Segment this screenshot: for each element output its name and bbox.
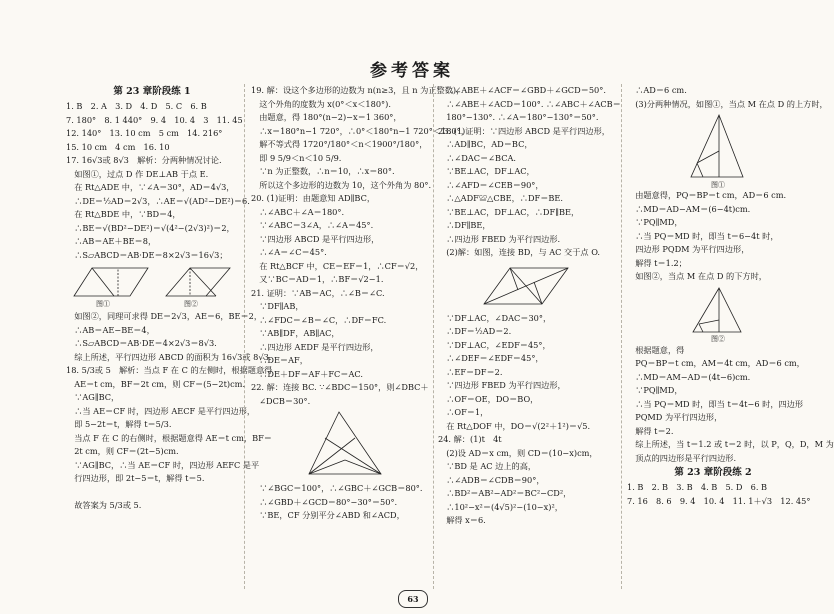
- answer-line: ∴∠DEF＝∠EDF＝45°，: [438, 353, 544, 363]
- answer-line: 180°−130°. ∴∠A＝180°−130°＝50°.: [438, 112, 599, 122]
- answer-line: 所以这个多边形的边数为 10，这个外角为 80°.: [251, 179, 432, 190]
- answer-line: 在 Rt△ADE 中，∵∠A＝30°，AD＝4√3，: [66, 182, 235, 192]
- answer-lines: [627, 344, 834, 466]
- answer-line: ∴∠A＝∠C＝45°.: [251, 247, 327, 257]
- answer-line: 综上所述，当 t＝1.2 或 t＝2 时，以 P，Q，D，M 为: [627, 439, 834, 449]
- answer-line: (3)分两种情况，如图①，当点 M 在点 D 的上方时，: [627, 98, 828, 109]
- answer-line: ∴S▱ABCD＝AB·DE＝4×2√3＝8√3.: [66, 338, 217, 348]
- answer-line: 这个外角的度数为 x(0°＜x＜180°).: [251, 98, 391, 109]
- answer-line: 24. 解：(1)t 4t: [438, 434, 502, 444]
- answer-line: 18. 5/3或 5 解析：当点 F 在 C 的左侧时，根据题意得: [66, 365, 273, 375]
- answer-line: ∴AB＝AE＋BE＝8，: [66, 236, 157, 246]
- answer-line: ∴△ADF≌△CBE，∴DF＝BE.: [438, 193, 563, 203]
- column-divider: [244, 84, 245, 589]
- answer-line: 解不等式得 1720°/180°＜n＜1900°/180°，: [251, 139, 428, 149]
- answer-line: 15. 10 cm 4 cm 16. 10: [66, 141, 170, 152]
- answer-line: ∵BD 是 AC 边上的高，: [438, 461, 537, 471]
- page-title: 参考答案: [370, 61, 454, 81]
- answer-line: ∴当 PQ＝MD 时，即当 t＝6−4t 时，: [627, 230, 779, 241]
- answer-line: ∠DCB＝30°.: [251, 395, 311, 406]
- answer-line: ∵BE⊥AC，DF⊥AC，: [438, 166, 535, 176]
- answer-line: 12. 140° 13. 10 cm 5 cm 14. 216°: [66, 128, 223, 138]
- answer-line: 23. (1)证明：∵四边形 ABCD 是平行四边形，: [438, 125, 610, 136]
- answer-line: 21. 证明：∵AB＝AC，∴∠B＝∠C.: [251, 287, 385, 298]
- answer-line: PQ＝BP＝t cm，AM＝4t cm，AD＝6 cm，: [627, 358, 805, 368]
- answer-line: ∵四边形 FBED 为平行四边形，: [438, 380, 566, 390]
- answer-line: ∵DF⊥AC，∠DAC＝30°，: [438, 312, 552, 323]
- answer-line: ∵∠BGC＝100°，∴∠GBC＋∠GCB＝80°.: [251, 483, 423, 493]
- answer-line: (2)设 AD＝x cm，则 CD＝(10−x)cm，: [438, 447, 598, 458]
- answer-line: 在 Rt△BCF 中，CE＝EF＝1，∴CF＝√2，: [251, 260, 424, 271]
- answer-line: 在 Rt△DOF 中，DO＝√(2²＋1²)＝√5.: [438, 420, 591, 431]
- answer-line: 17. 16√3或 8√3 解析：分两种情况讨论.: [66, 155, 222, 165]
- figure-two: [627, 284, 799, 344]
- answer-line: ∴当 PQ＝MD 时，即当 t＝4t−6 时，四边形: [627, 398, 804, 409]
- answer-line: 19. 解：设这个多边形的边数为 n(n≥3，且 n 为正整数)，: [251, 85, 465, 95]
- answer-line: ∴MD＝AD−AM＝(6−4t)cm.: [627, 203, 751, 214]
- answer-line: ∴OF＝OE，DO＝BO，: [438, 393, 539, 404]
- parallelogram-figure: [66, 262, 238, 310]
- answer-line: ∴DF∥BE，: [438, 220, 491, 230]
- section-heading: 第 23 章阶段练 1: [113, 86, 191, 97]
- answer-line: 在 Rt△BDE 中，∵BD＝4，: [66, 209, 181, 219]
- answer-line: ∴∠ABE＋∠ACF＝∠GBD＋∠GCD＝50°.: [438, 85, 606, 95]
- answer-line: (2)解：如图，连接 BD，与 AC 交于点 O.: [438, 247, 601, 257]
- parallelogram-diagonal-figure: [438, 260, 618, 312]
- answer-line: ∵AG∥BC，∴当 AE＝CF 时，四边形 AEFC 是平: [66, 459, 260, 470]
- figure-caption: 图①: [711, 181, 725, 189]
- answer-line: ∵DF∥AB，: [251, 301, 304, 311]
- answer-line: PQMD 为平行四边形，: [627, 412, 723, 422]
- answer-line: ∴∠ABC＋∠A＝180°.: [251, 206, 345, 217]
- answer-lines: [251, 482, 429, 523]
- answer-line: 故答案为 5/3或 5.: [66, 500, 142, 510]
- answer-line: 解得 t＝1.2；: [627, 257, 687, 268]
- answer-lines: [438, 84, 621, 260]
- answer-line: 即 9 5/9＜n＜10 5/9.: [251, 152, 342, 163]
- answer-line: 由题意得，PQ＝BP＝t cm，AD＝6 cm.: [627, 190, 787, 200]
- answer-line: ∴10²−x²＝(4√5)²−(10−x)²，: [438, 501, 563, 512]
- answer-lines: [66, 100, 250, 262]
- answer-line: 22. 解：连接 BC. ∵∠BDC＝150°，则∠DBC＋: [251, 382, 429, 392]
- answer-line: 如图②，当点 M 在点 D 的下方时，: [627, 271, 767, 281]
- answer-line: 1. B 2. B 3. B 4. B 5. D 6. B: [627, 482, 768, 492]
- answer-column-1: [66, 84, 273, 513]
- answer-line: ∵AB∥DF，AB∥AC，: [251, 328, 340, 338]
- answer-line: 7. 180° 8. 1 440° 9. 4 10. 4 3 11. 45: [66, 114, 243, 125]
- answer-column-3: [438, 84, 621, 528]
- answer-line: ∴MD＝AM−AD＝(4t−6)cm.: [627, 371, 751, 382]
- answer-line: ∴BE＝√(BD²−DE²)＝√(4²−(2√3)²)＝2，: [66, 222, 235, 233]
- answer-line: ∴S▱ABCD＝AB·DE＝8×2√3＝16√3；: [66, 249, 228, 260]
- answer-line: ∴∠ADB＝∠CDB＝90°，: [438, 474, 545, 485]
- answer-line: ∴∠ABE＋∠ACD＝100°. ∴∠ABC＋∠ACB＝: [438, 98, 621, 109]
- answer-line: 顶点的四边形是平行四边形.: [627, 452, 737, 463]
- section-heading: 第 23 章阶段练 2: [674, 467, 752, 478]
- answer-line: ∴四边形 AEDF 是平行四边形，: [251, 341, 379, 352]
- answer-line: ∴AD＝6 cm.: [627, 85, 687, 95]
- column-divider: [433, 84, 434, 589]
- answer-lines: [627, 189, 799, 284]
- triangle-figure: [251, 408, 429, 482]
- parallelogram-figures: [66, 262, 238, 310]
- answer-line: ∴∠DAC＝∠BCA.: [438, 152, 516, 163]
- answer-line: ∴当 AE＝CF 时，四边形 AECF 是平行四边形，: [66, 405, 256, 416]
- column-divider: [621, 84, 622, 589]
- answer-line: ∴AD∥BC，AD＝BC，: [438, 139, 533, 149]
- answer-line: ∵PQ∥MD，: [627, 217, 683, 227]
- answer-line: 7. 16 8. 6 9. 4 10. 4 11. 1＋√3 12. 45°: [627, 495, 811, 506]
- answer-line: 2t cm，则 CF＝(2t−5)cm.: [66, 446, 179, 456]
- triangle-bisector-figure: [251, 408, 429, 482]
- answer-line: 四边形 PQDM 为平行四边形，: [627, 244, 750, 254]
- answer-line: ∴DE＝AF，: [251, 355, 308, 365]
- answer-line: 20. (1)证明：由题意知 AD∥BC，: [251, 193, 376, 203]
- answer-line: 又∵BC＝AD＝1，∴BF＝√2−1.: [251, 274, 384, 284]
- answer-lines: [438, 312, 618, 528]
- answer-line: 当点 F 在 C 的右侧时，根据题意得 AE＝t cm，BF＝: [66, 432, 272, 443]
- answer-column-4: [627, 84, 834, 508]
- answer-line: ∴∠FDC＝∠B＝∠C，∴DF＝FC.: [251, 314, 387, 325]
- answer-line: ∴x＝180°n−1 720°，∴0°＜180°n−1 720°＜180°，: [251, 125, 469, 136]
- answer-line: ∴四边形 FBED 为平行四边形.: [438, 233, 561, 244]
- answer-line: ∴AB＝AE−BE＝4，: [66, 324, 155, 335]
- answer-line: ∵BE⊥AC，DF⊥AC，∴DF∥BE，: [438, 206, 580, 217]
- answer-lines: [627, 84, 828, 111]
- answer-line: ∵∠ABC＝3∠A，∴∠A＝45°.: [251, 220, 374, 230]
- answer-lines: [66, 310, 273, 513]
- parallelogram-bd-figure: [438, 260, 618, 312]
- answer-lines: [627, 481, 811, 508]
- answer-line: ∵PQ∥MD，: [627, 385, 683, 395]
- answer-line: 如图①，过点 D 作 DE⊥AB 于点 E.: [66, 168, 209, 179]
- answer-line: ∴∠GBD＋∠GCD＝80°−30°＝50°.: [251, 496, 398, 507]
- answer-line: ∵n 为正整数，∴n＝10，∴x＝80°.: [251, 166, 395, 176]
- answer-line: ∵四边形 ABCD 是平行四边形，: [251, 233, 380, 244]
- answer-line: 解得 x＝6.: [438, 515, 486, 525]
- answer-line: ∴OF＝1，: [438, 407, 489, 417]
- answer-line: ∵AG∥BC，: [66, 392, 120, 402]
- triangle-moving-point-figure: [627, 111, 799, 189]
- figure-caption: 图②: [711, 334, 725, 343]
- figure-caption: 图①: [96, 300, 110, 308]
- answer-line: AE＝t cm，BF＝2t cm，则 CF＝(5−2t)cm.: [66, 378, 246, 389]
- answer-line: ∴DE＝½AD＝2√3，∴AE＝√(AD²−DE²)＝6.: [66, 195, 250, 206]
- answer-line: 由题意，得 180°(n−2)−x＝1 360°，: [251, 112, 402, 122]
- answer-line: 行四边形，即 2t−5＝t，解得 t＝5.: [66, 473, 205, 483]
- answer-line: 如图②，同理可求得 DE＝2√3，AE＝6，BE＝2，: [66, 311, 263, 321]
- answer-line: 即 5−2t＝t，解得 t＝5/3.: [66, 419, 172, 429]
- answer-line: ∵BE，CF 分别平分∠ABD 和∠ACD，: [251, 510, 405, 520]
- answer-line: 综上所述，平行四边形 ABCD 的面积为 16√3或 8√3.: [66, 351, 272, 362]
- answer-line: ∴EF＝DF＝2.: [438, 366, 503, 377]
- answer-line: ∴BD²＝AB²−AD²＝BC²−CD²，: [438, 488, 572, 498]
- answer-line: 解得 t＝2.: [627, 425, 674, 436]
- answer-line: ∴DE＋DF＝AF＋FC＝AC.: [251, 368, 363, 379]
- page-number: 63: [398, 590, 428, 608]
- answer-line: [66, 486, 238, 500]
- answer-line: ∴∠AFD＝∠CEB＝90°，: [438, 179, 544, 190]
- figure-one: [627, 111, 799, 189]
- answer-line: 根据题意，得: [627, 344, 685, 355]
- figure-caption: 图②: [184, 300, 198, 308]
- answer-line: 1. B 2. A 3. D 4. D 5. C 6. B: [66, 101, 207, 111]
- answer-line: ∵DF⊥AC，∠EDF＝45°，: [438, 339, 551, 350]
- answer-line: ∴DF＝½AD＝2.: [438, 326, 512, 336]
